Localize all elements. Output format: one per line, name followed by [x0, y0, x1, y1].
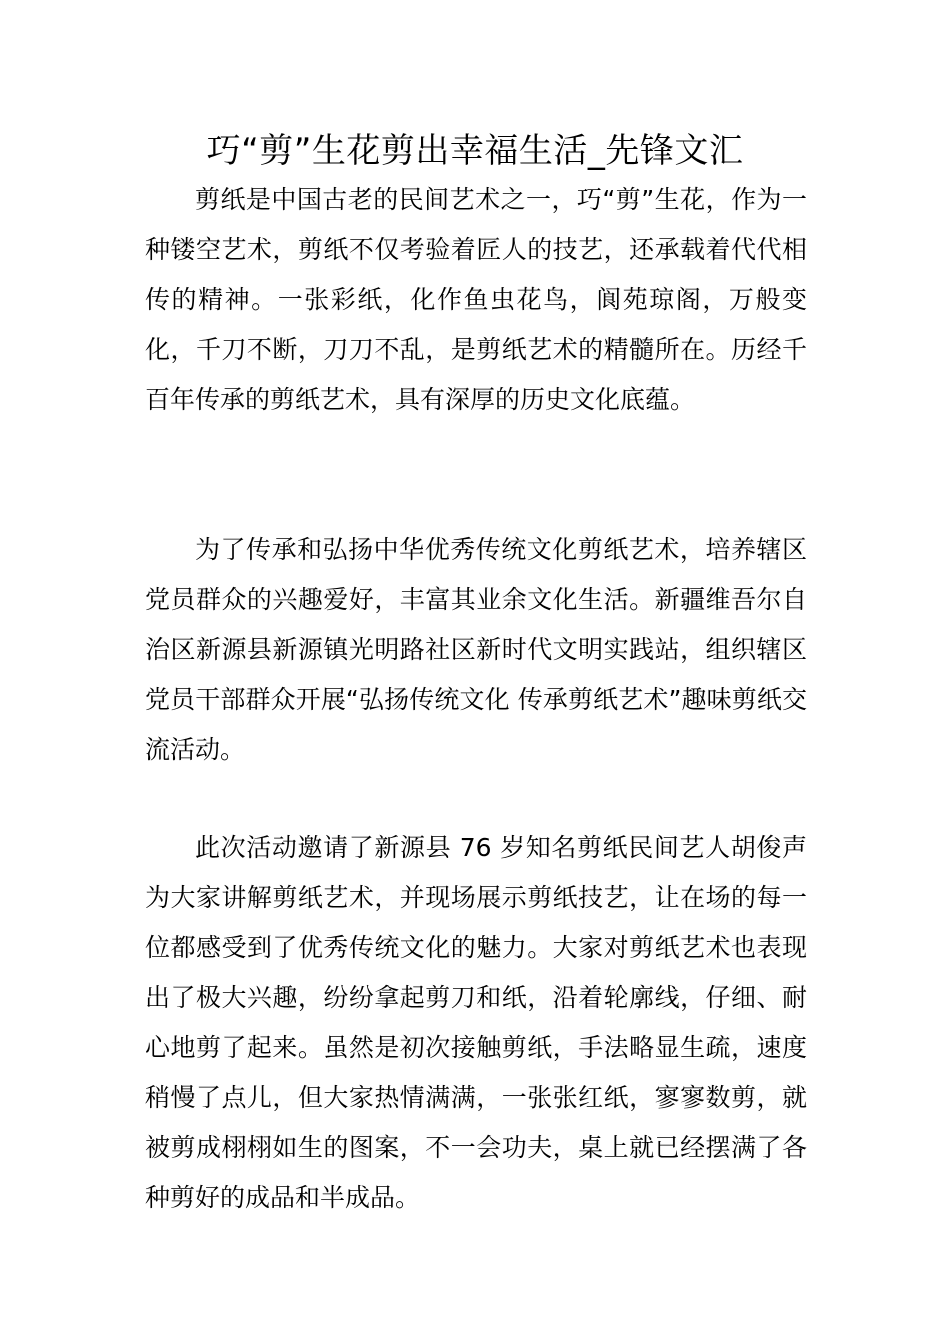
- paragraph-1: 剪纸是中国古老的民间艺术之一，巧“剪”生花，作为一种镂空艺术，剪纸不仅考验着匠人的技艺，还承载着代代相传的精神。一张彩纸，化作鱼虫花鸟，阆苑琼阁，万般变化，千刀不断，刀刀不乱，是剪纸艺术的精髓所在。历经千百年传承的剪纸艺术，具有深厚的历史文化底蕴。: [145, 185, 807, 414]
- document-title: 巧“剪”生花剪出幸福生活_先锋文汇: [206, 131, 744, 171]
- paragraph-3: 此次活动邀请了新源县 76 岁知名剪纸民间艺人胡俊声为大家讲解剪纸艺术，并现场展示剪纸技艺，让在场的每一位都感受到了优秀传统文化的魅力。大家对剪纸艺术也表现出了极大兴趣，纷纷拿起剪刀和纸，沿着轮廓线，仔细、耐心地剪了起来。虽然是初次接触剪纸，手法略显生疏，速度稍慢了点儿，但大家热情满满，一张张红纸，寥寥数剪，就被剪成栩栩如生的图案，不一会功夫，桌上就已经摆满了各种剪好的成品和半成品。: [145, 833, 807, 1212]
- paragraph-2: 为了传承和弘扬中华优秀传统文化剪纸艺术，培养辖区党员群众的兴趣爱好，丰富其业余文化生活。新疆维吾尔自治区新源县新源镇光明路社区新时代文明实践站，组织辖区党员干部群众开展“弘扬传统文化 传承剪纸艺术”趣味剪纸交流活动。: [145, 535, 807, 764]
